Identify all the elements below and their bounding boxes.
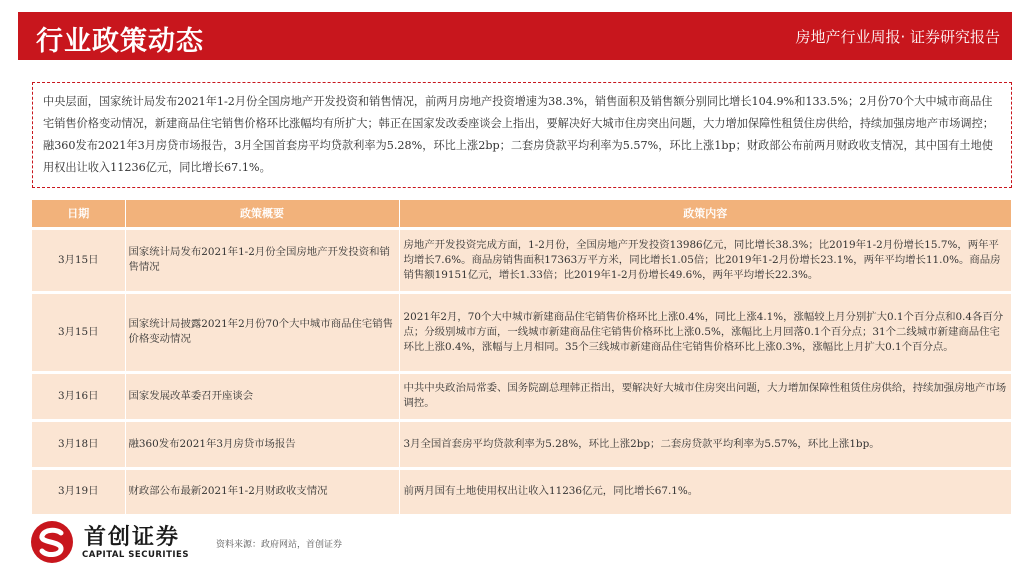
row-summary: 国家统计局发布2021年1-2月份全国房地产开发投资和销售情况: [125, 228, 399, 292]
row-summary: 融360发布2021年3月房贷市场报告: [125, 420, 399, 468]
company-logo: [30, 518, 210, 568]
table-row: [32, 228, 1012, 292]
table-row: [32, 468, 1012, 514]
row-date: 3月15日: [32, 228, 125, 292]
summary-box: 中央层面，国家统计局发布2021年1-2月份全国房地产开发投资和销售情况，前两月房地产投资增速为38.3%，销售面积及销售额分别同比增长104.9%和133.5%；2月份70个大中城市商品住宅销售价格变动情况，新建商品住宅销售价格环比涨幅均有所扩大；韩正在国家发改委座谈会上指出，要解决好大城市住房突出问题，大力增加保障性租赁住房供给，持续加强房地产市场调控；融360发布2021年3月房贷市场报告，3月全国首套房平均贷款利率为5.28%，环比上涨2bp；二套房贷款平均利率为5.57%，环比上涨1bp；财政部公布前两月财政收支情况，其中国有土地使用权出让收入11236亿元，同比增长67.1%。: [32, 82, 1012, 188]
row-content: 前两月国有土地使用权出让收入11236亿元，同比增长67.1%。: [399, 468, 1012, 514]
row-content: 房地产开发投资完成方面，1-2月份，全国房地产开发投资13986亿元，同比增长38.3%；比2019年1-2月份增长15.7%，两年平均增长7.6%。商品房销售面积17363万平方米，同比增长1.05倍；比2019年1-2月份增长23.1%，两年平均增长11.0%。商品房销售额19151亿元，增长1.33倍；比2019年1-2月份增长49.6%，两年平均增长22.3%。: [399, 228, 1012, 292]
row-summary: 国家发展改革委召开座谈会: [125, 372, 399, 420]
capital-securities-logo-icon: [30, 520, 74, 564]
header-summary: 政策概要: [125, 200, 399, 228]
row-content: 3月全国首套房平均贷款利率为5.28%，环比上涨2bp；二套房贷款平均利率为5.57%，环比上涨1bp。: [399, 420, 1012, 468]
report-subtitle: 房地产行业周报· 证券研究报告: [795, 28, 1000, 46]
page-title: 行业政策动态: [36, 26, 204, 57]
table-row: [32, 292, 1012, 372]
table-row: [32, 420, 1012, 468]
row-summary: 国家统计局披露2021年2月份70个大中城市商品住宅销售价格变动情况: [125, 292, 399, 372]
row-content: 2021年2月，70个大中城市新建商品住宅销售价格环比上涨0.4%，同比上涨4.1%，涨幅较上月分别扩大0.1个百分点和0.4各百分点；分级别城市方面，一线城市新建商品住宅销售价格环比上涨0.5%，涨幅比上月回落0.1个百分点；31个二线城市新建商品住宅环比上涨0.4%，涨幅与上月相同。35个三线城市新建商品住宅销售价格环比上涨0.3%，涨幅比上月扩大0.1个百分点。: [399, 292, 1012, 372]
row-date: 3月18日: [32, 420, 125, 468]
header-date: 日期: [32, 200, 125, 228]
row-date: 3月15日: [32, 292, 125, 372]
table-header-row: [32, 200, 1012, 228]
source-note: 资料来源：政府网站，首创证券: [216, 540, 343, 550]
row-date: 3月16日: [32, 372, 125, 420]
row-date: 3月19日: [32, 468, 125, 514]
policy-table: [32, 200, 1012, 514]
table-row: [32, 372, 1012, 420]
header-content: 政策内容: [399, 200, 1012, 228]
logo-en-text: CAPITAL SECURITIES: [82, 550, 189, 560]
page-header: [18, 12, 1012, 60]
logo-cn-text: 首创证券: [84, 525, 181, 550]
row-content: 中共中央政治局常委、国务院副总理韩正指出，要解决好大城市住房突出问题，大力增加保障性租赁住房供给，持续加强房地产市场调控。: [399, 372, 1012, 420]
row-summary: 财政部公布最新2021年1-2月财政收支情况: [125, 468, 399, 514]
